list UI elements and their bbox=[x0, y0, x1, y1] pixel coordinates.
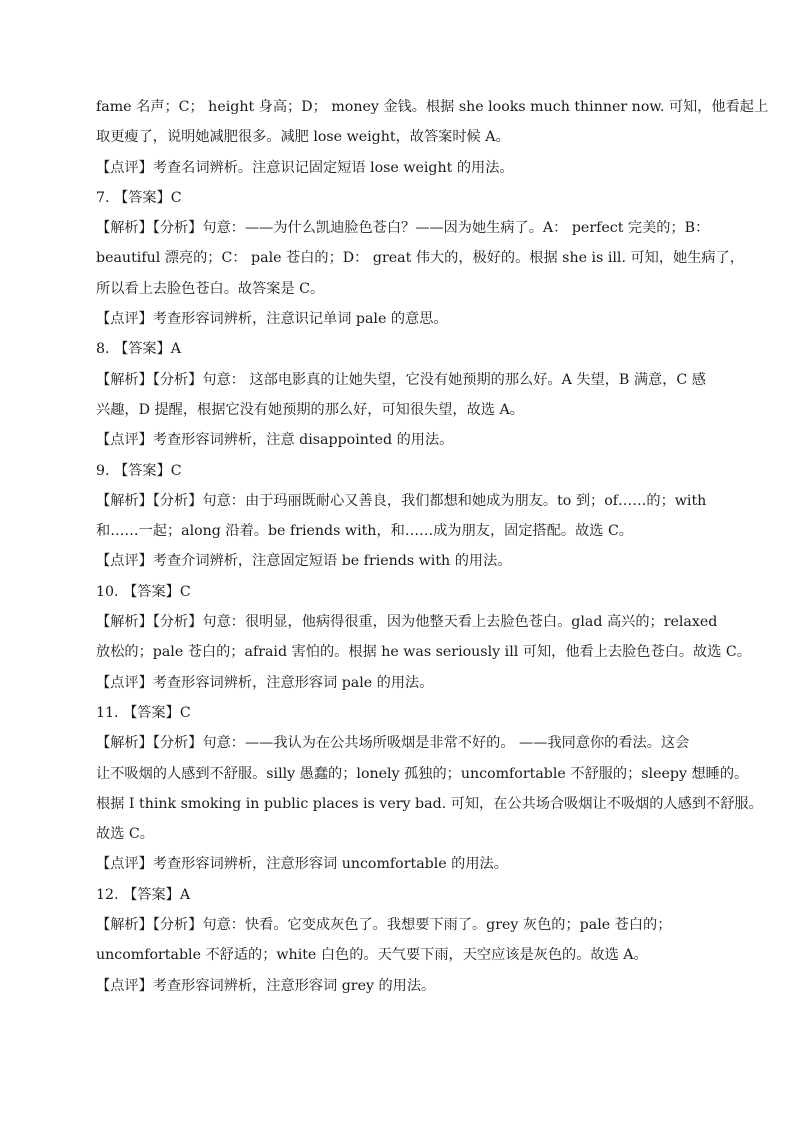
analysis-line: 【解析】【分析】句意：——为什么凯迪脸色苍白？——因为她生病了。A： perfect 完美的；B： bbox=[96, 220, 710, 237]
text-line: uncomfortable 不舒适的；white 白色的。天气要下雨，天空应该是灰色的。故选 A。 bbox=[96, 947, 648, 964]
text-line: 故选 C。 bbox=[96, 826, 154, 843]
answer-heading: 12. 【答案】A bbox=[96, 886, 191, 903]
comment-line: 【点评】考查形容词辨析，注意形容词 uncomfortable 的用法。 bbox=[96, 856, 508, 873]
text-line: 放松的；pale 苍白的；afraid 害怕的。根据 he was seriously ill 可知，他看上去脸色苍白。故选 C。 bbox=[96, 644, 751, 661]
text-line: 兴趣，D 提醒，根据它没有她预期的那么好，可知很失望，故选 A。 bbox=[96, 401, 524, 418]
answer-heading: 9. 【答案】C bbox=[96, 462, 182, 479]
comment-line: 【点评】考查形容词辨析，注意 disappointed 的用法。 bbox=[96, 432, 454, 449]
comment-line: 【点评】考查形容词辨析，注意形容词 pale 的用法。 bbox=[96, 674, 434, 691]
text-line: 让不吸烟的人感到不舒服。silly 愚蠢的；lonely 孤独的；uncomfortable 不舒服的；sleepy 想睡的。 bbox=[96, 765, 749, 782]
answer-heading: 10. 【答案】C bbox=[96, 583, 191, 600]
answer-heading: 11. 【答案】C bbox=[96, 704, 191, 721]
text-line: 和……一起；along 沿着。be friends with，和……成为朋友，固定搭配。故选 C。 bbox=[96, 523, 633, 540]
answer-heading: 7. 【答案】C bbox=[96, 189, 182, 206]
analysis-line: 【解析】【分析】句意： 这部电影真的让她失望，它没有她预期的那么好。A 失望，B 满意，C 感 bbox=[96, 371, 706, 388]
answer-heading: 8. 【答案】A bbox=[96, 341, 182, 358]
document-body bbox=[96, 92, 769, 1001]
text-line: fame 名声；C； height 身高；D； money 金钱。根据 she looks much thinner now. 可知，他看起上 bbox=[96, 99, 769, 115]
analysis-line: 【解析】【分析】句意：——我认为在公共场所吸烟是非常不好的。 ——我同意你的看法。这会 bbox=[96, 735, 690, 752]
comment-line: 【点评】考查介词辨析，注意固定短语 be friends with 的用法。 bbox=[96, 553, 512, 570]
text-line: beautiful 漂亮的；C： pale 苍白的；D： great 伟大的，极好的。根据 she is ill. 可知，她生病了， bbox=[96, 250, 744, 267]
analysis-line: 【解析】【分析】句意：很明显，他病得很重，因为他整天看上去脸色苍白。glad 高兴的；relaxed bbox=[96, 614, 718, 631]
comment-line: 【点评】考查名词辨析。注意识记固定短语 lose weight 的用法。 bbox=[96, 159, 514, 176]
comment-line: 【点评】考查形容词辨析，注意形容词 grey 的用法。 bbox=[96, 977, 436, 994]
comment-line: 【点评】考查形容词辨析，注意识记单词 pale 的意思。 bbox=[96, 311, 448, 328]
text-line: 取更瘦了，说明她减肥很多。减肥 lose weight，故答案时候 A。 bbox=[96, 129, 510, 146]
text-line: 所以看上去脸色苍白。故答案是 C。 bbox=[96, 280, 325, 297]
analysis-line: 【解析】【分析】句意：由于玛丽既耐心又善良，我们都想和她成为朋友。to 到；of……的；with bbox=[96, 492, 707, 509]
analysis-line: 【解析】【分析】句意：快看。它变成灰色了。我想要下雨了。grey 灰色的；pale 苍白的； bbox=[96, 917, 672, 934]
text-line: 根据 I think smoking in public places is very bad. 可知，在公共场合吸烟让不吸烟的人感到不舒服。 bbox=[96, 795, 763, 812]
